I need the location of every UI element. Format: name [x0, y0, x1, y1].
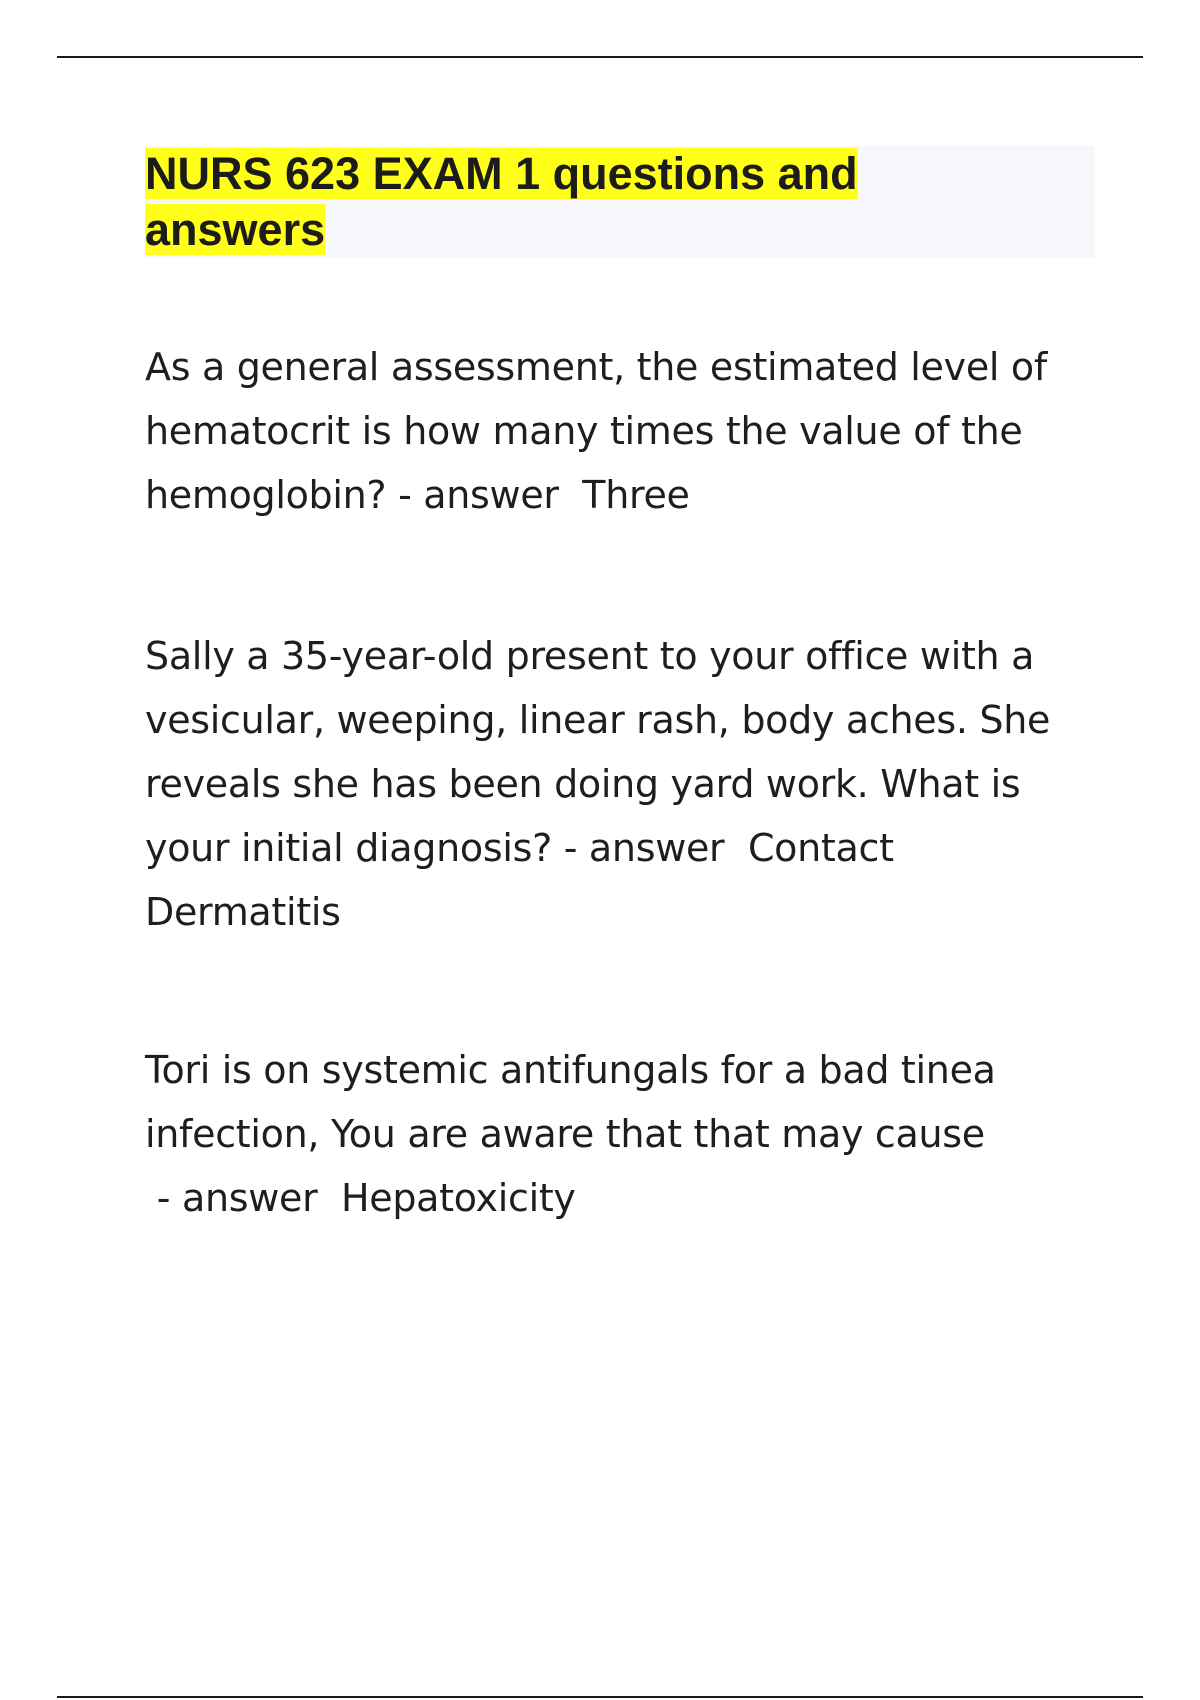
answer-text: Contact Dermatitis — [145, 826, 894, 934]
top-rule — [57, 56, 1143, 58]
answer-separator: - answer — [551, 826, 748, 870]
title-highlight: NURS 623 EXAM 1 questions and answers — [145, 148, 858, 255]
answer-separator: - answer — [386, 473, 583, 517]
answer-separator: - answer — [145, 1176, 341, 1220]
qa-item-2 — [145, 624, 1095, 944]
answer-text: Three — [582, 473, 690, 517]
question-text: Tori is on systemic antifungals for a bad tinea infection, You are aware that that may cause — [145, 1048, 996, 1156]
bottom-rule — [57, 1696, 1143, 1698]
question-text: As a general assessment, the estimated level of hematocrit is how many times the value of the hemoglobin? — [145, 345, 1047, 517]
answer-text: Hepatoxicity — [340, 1176, 576, 1220]
qa-item-1 — [145, 335, 1095, 527]
qa-item-3 — [145, 1038, 1095, 1230]
question-text: Sally a 35-year-old present to your office with a vesicular, weeping, linear rash, body aches. She reveals she has been doing yard work. What is your initial diagnosis? — [145, 634, 1051, 870]
document-title — [145, 146, 945, 258]
